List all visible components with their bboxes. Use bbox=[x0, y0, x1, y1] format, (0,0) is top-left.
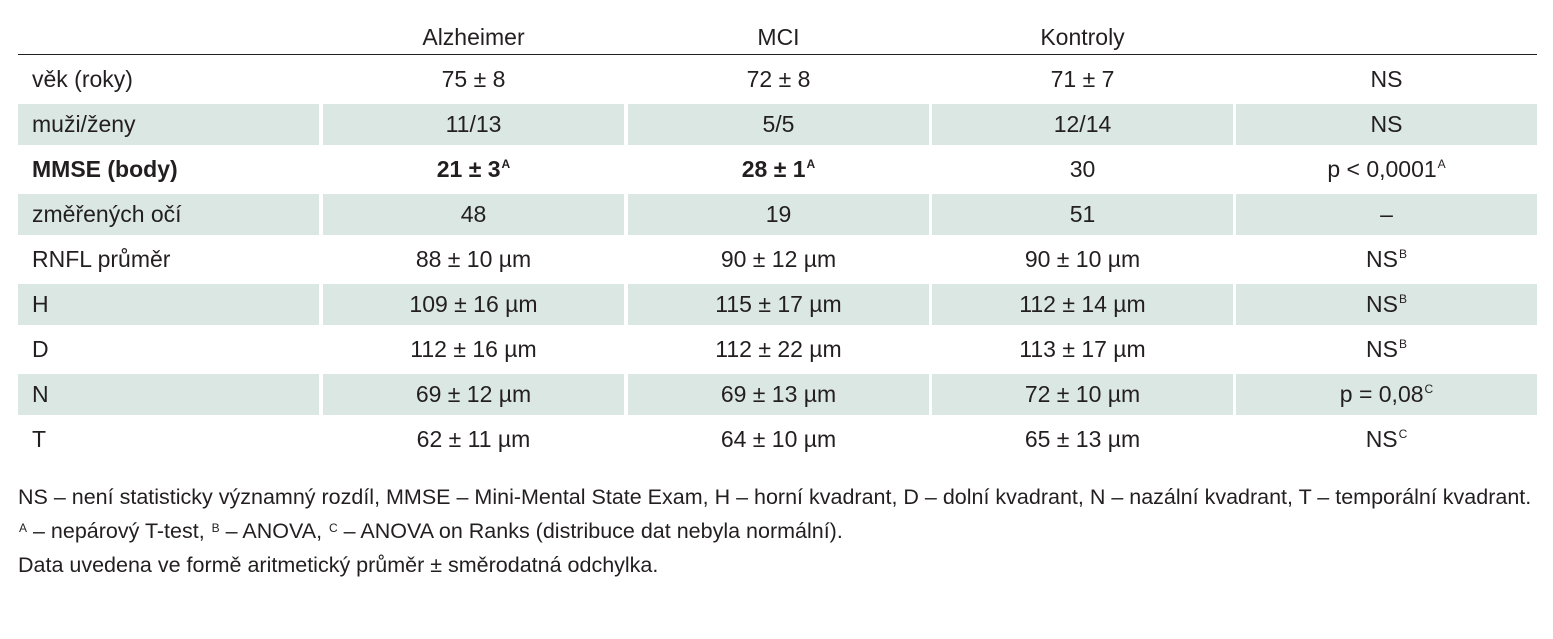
footnote-marker: A bbox=[501, 156, 511, 171]
table-row bbox=[18, 149, 1537, 194]
footnote-marker: B bbox=[1398, 291, 1407, 306]
table-notes bbox=[18, 482, 1537, 584]
tests-note bbox=[18, 515, 1537, 547]
cell-mci: 19 bbox=[628, 194, 929, 235]
row-label: věk (roky) bbox=[32, 66, 133, 92]
cell-mci: 115 ± 17 µm bbox=[628, 284, 929, 325]
cell-kontroly: 72 ± 10 µm bbox=[932, 374, 1233, 415]
table-header bbox=[18, 0, 1537, 55]
cell-significance bbox=[1236, 374, 1537, 415]
cell-kontroly: 71 ± 7 bbox=[1050, 66, 1115, 92]
footnote-marker: A bbox=[806, 156, 816, 171]
significance-value: NS bbox=[1366, 336, 1398, 362]
table-row bbox=[18, 59, 1537, 104]
row-label: N bbox=[18, 374, 319, 415]
row-label: MMSE (body) bbox=[32, 156, 178, 182]
row-label: RNFL průměr bbox=[32, 246, 171, 272]
table-row bbox=[18, 194, 1537, 239]
footnote-marker: A bbox=[19, 521, 28, 536]
cell-kontroly: 30 bbox=[1069, 156, 1096, 182]
cell-alzheimer: 109 ± 16 µm bbox=[323, 284, 624, 325]
cell-mci: 64 ± 10 µm bbox=[720, 426, 837, 452]
footnote-marker: C bbox=[1398, 426, 1408, 441]
table-row bbox=[18, 239, 1537, 284]
table-row bbox=[18, 329, 1537, 374]
significance-value: NS bbox=[1370, 111, 1403, 137]
cell-kontroly: 113 ± 17 µm bbox=[1019, 336, 1146, 362]
row-label: D bbox=[32, 336, 49, 362]
cell-mci: 90 ± 12 µm bbox=[720, 246, 837, 272]
significance-value: NS bbox=[1365, 426, 1398, 452]
cell-alzheimer: 88 ± 10 µm bbox=[415, 246, 532, 272]
cell-kontroly: 112 ± 14 µm bbox=[932, 284, 1233, 325]
significance-value: NS bbox=[1366, 291, 1398, 317]
results-table bbox=[18, 0, 1537, 464]
note-text: – nepárový T-test, bbox=[27, 519, 211, 544]
cell-alzheimer: 69 ± 12 µm bbox=[323, 374, 624, 415]
table-row bbox=[18, 419, 1537, 464]
significance-value: NS bbox=[1370, 66, 1403, 92]
cell-value: 28 ± 1 bbox=[741, 156, 806, 182]
cell-alzheimer: 112 ± 16 µm bbox=[410, 336, 537, 362]
cell-alzheimer: 62 ± 11 µm bbox=[416, 426, 531, 452]
cell-mci: 112 ± 22 µm bbox=[715, 336, 842, 362]
footnote-marker: C bbox=[329, 521, 338, 536]
significance-value: p < 0,0001 bbox=[1327, 156, 1437, 182]
significance-value: NS bbox=[1366, 246, 1398, 272]
note-text: – ANOVA on Ranks (distribuce dat nebyla normální). bbox=[337, 519, 843, 544]
header-kontroly: Kontroly bbox=[1040, 24, 1125, 50]
data-note: Data uvedena ve formě aritmetický průměr ± směrodatná odchylka. bbox=[18, 553, 659, 578]
cell-significance bbox=[1236, 149, 1537, 190]
header-mci: MCI bbox=[757, 24, 800, 50]
cell-kontroly: 51 bbox=[932, 194, 1233, 235]
cell-value: 21 ± 3 bbox=[436, 156, 501, 182]
note-text: – ANOVA, bbox=[219, 519, 329, 544]
header-alzheimer: Alzheimer bbox=[422, 24, 525, 50]
cell-kontroly: 65 ± 13 µm bbox=[1024, 426, 1141, 452]
significance-value: p = 0,08 bbox=[1339, 381, 1424, 407]
table-row bbox=[18, 284, 1537, 329]
cell-mci: 72 ± 8 bbox=[746, 66, 811, 92]
cell-alzheimer: 75 ± 8 bbox=[441, 66, 506, 92]
cell-kontroly: 90 ± 10 µm bbox=[1024, 246, 1141, 272]
row-label: muži/ženy bbox=[18, 104, 319, 145]
table-row bbox=[18, 104, 1537, 149]
cell-significance bbox=[1236, 419, 1537, 460]
cell-alzheimer: 48 bbox=[323, 194, 624, 235]
footnote-marker: B bbox=[1398, 246, 1407, 261]
table-row bbox=[18, 374, 1537, 419]
cell-significance bbox=[1236, 329, 1537, 370]
row-label: změřených očí bbox=[18, 194, 319, 235]
footnote-marker: B bbox=[211, 521, 220, 536]
cell-significance bbox=[1236, 284, 1537, 325]
cell-mci: 69 ± 13 µm bbox=[628, 374, 929, 415]
footnote-marker: B bbox=[1398, 336, 1407, 351]
cell-significance bbox=[1236, 59, 1537, 100]
abbreviations-note: NS – není statisticky významný rozdíl, MMSE – Mini-Mental State Exam, H – horní kvadrant, D – dolní kvadrant, N – nazální kvadrant, T – temporální kvadrant. bbox=[18, 485, 1532, 509]
significance-value: – bbox=[1380, 201, 1393, 227]
footnote-marker: C bbox=[1424, 381, 1434, 396]
cell-alzheimer: 11/13 bbox=[323, 104, 624, 145]
cell-significance bbox=[1236, 104, 1537, 145]
row-label: H bbox=[18, 284, 319, 325]
footnote-marker: A bbox=[1437, 156, 1446, 171]
cell-kontroly: 12/14 bbox=[932, 104, 1233, 145]
cell-significance bbox=[1236, 239, 1537, 280]
cell-alzheimer bbox=[323, 149, 624, 190]
cell-significance bbox=[1236, 194, 1537, 235]
cell-mci bbox=[628, 149, 929, 190]
row-label: T bbox=[32, 426, 47, 452]
cell-mci: 5/5 bbox=[628, 104, 929, 145]
